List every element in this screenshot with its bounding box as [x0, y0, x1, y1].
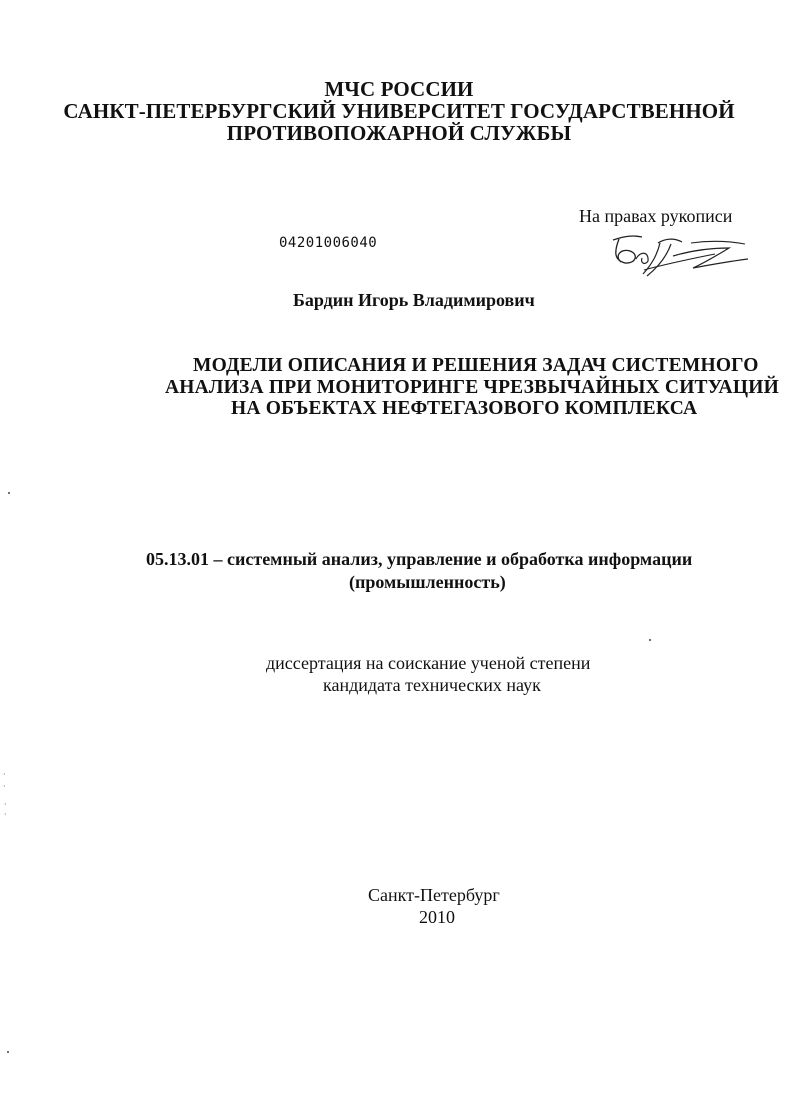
scan-speck — [7, 1051, 9, 1053]
signature-image — [605, 228, 755, 282]
specialty-line-1: 05.13.01 – системный анализ, управление и обработка информации — [146, 549, 693, 569]
scan-mark: · — [4, 800, 7, 809]
degree-line-2: кандидата технических наук — [323, 675, 541, 695]
organization-line-3: ПРОТИВОПОЖАРНОЙ СЛУЖБЫ — [226, 121, 572, 145]
scan-mark: · — [4, 810, 7, 819]
scan-speck — [649, 639, 651, 641]
document-code: 04201006040 — [279, 235, 378, 251]
year: 2010 — [419, 907, 455, 927]
degree-line-1: диссертация на соискание ученой степени — [266, 653, 591, 673]
organization-line-1: МЧС РОССИИ — [324, 77, 474, 101]
manuscript-note: На правах рукописи — [579, 206, 733, 226]
scan-mark: · — [3, 782, 6, 791]
dissertation-title-line-3: НА ОБЪЕКТАХ НЕФТЕГАЗОВОГО КОМПЛЕКСА — [231, 398, 698, 419]
dissertation-title-line-1: МОДЕЛИ ОПИСАНИЯ И РЕШЕНИЯ ЗАДАЧ СИСТЕМНОГО — [193, 355, 759, 376]
specialty-line-2: (промышленность) — [349, 572, 506, 592]
scan-speck — [8, 492, 10, 494]
author-name: Бардин Игорь Владимирович — [293, 290, 535, 310]
city: Санкт-Петербург — [368, 885, 500, 905]
organization-line-2: САНКТ-ПЕТЕРБУРГСКИЙ УНИВЕРСИТЕТ ГОСУДАРСТВЕННОЙ — [63, 99, 735, 123]
dissertation-title-line-2: АНАЛИЗА ПРИ МОНИТОРИНГЕ ЧРЕЗВЫЧАЙНЫХ СИТУАЦИЙ — [165, 377, 779, 398]
scan-mark: · — [3, 770, 6, 779]
